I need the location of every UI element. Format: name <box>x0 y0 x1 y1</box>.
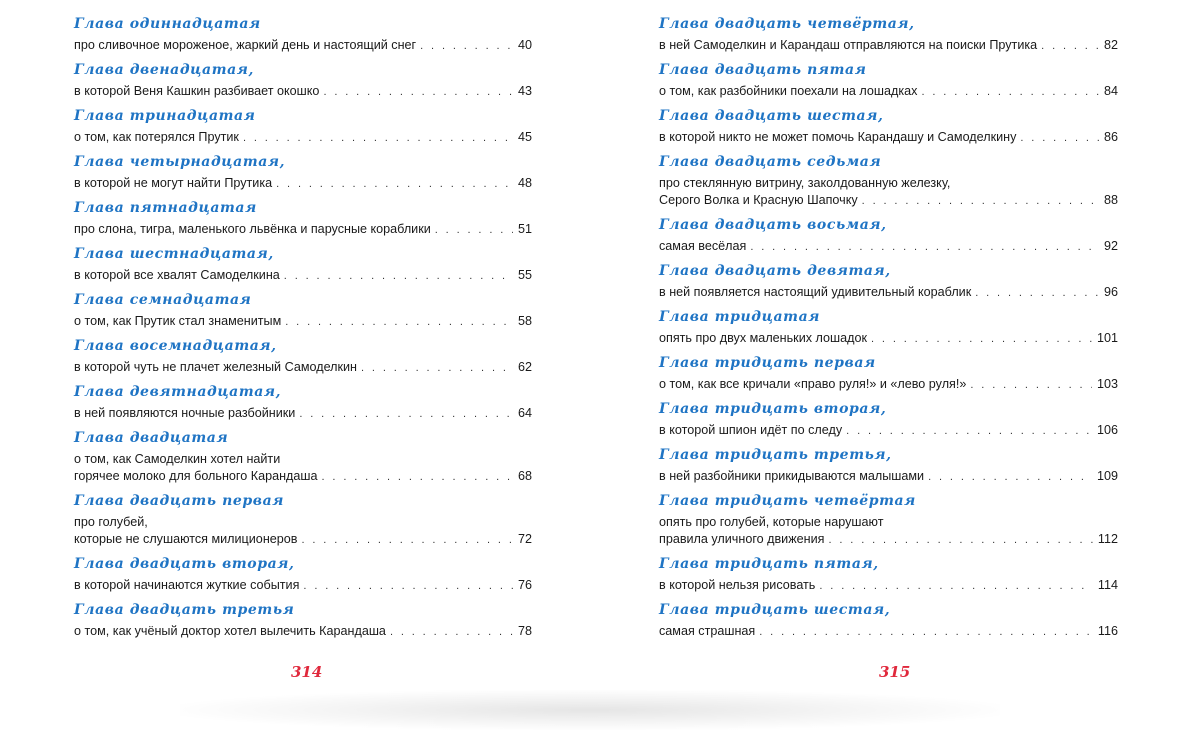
chapter-description <box>659 83 1118 101</box>
description-text: в которой никто не может помочь Карандашу и Самоделкину <box>659 130 1017 144</box>
chapter-title: Глава тридцать пятая, <box>659 556 879 572</box>
toc-entry[interactable] <box>659 259 1118 305</box>
page-ref: 84 <box>1103 84 1118 98</box>
page-ref: 48 <box>517 176 532 190</box>
description-text: в которой нельзя рисовать <box>659 578 816 592</box>
description-text: в ней появляются ночные разбойники <box>74 406 296 420</box>
description-text: Серого Волка и Красную Шапочку <box>659 193 858 207</box>
page-ref: 106 <box>1096 423 1118 437</box>
chapter-title: Глава двадцать четвёртая, <box>659 16 915 32</box>
toc-entry[interactable] <box>659 213 1118 259</box>
toc-entry[interactable] <box>74 334 532 380</box>
description-text: в которой начинаются жуткие события <box>74 578 300 592</box>
description-text: в ней появляется настоящий удивительный кораблик <box>659 285 972 299</box>
dot-leader <box>299 406 513 423</box>
page-ref: 92 <box>1103 239 1118 253</box>
chapter-title: Глава восемнадцатая, <box>74 338 277 354</box>
toc-entry[interactable] <box>74 150 532 196</box>
description-text: о том, как все кричали «право руля!» и «лево руля!» <box>659 377 967 391</box>
toc-entry[interactable] <box>659 12 1118 58</box>
page-ref: 78 <box>517 624 532 638</box>
description-text: о том, как разбойники поехали на лошадках <box>659 84 918 98</box>
dot-leader <box>921 84 1099 101</box>
description-text: опять про двух маленьких лошадок <box>659 331 867 345</box>
page-ref: 62 <box>517 360 532 374</box>
dot-leader <box>871 331 1092 348</box>
dot-leader <box>323 84 513 101</box>
chapter-description <box>659 468 1118 486</box>
dot-leader <box>1020 130 1099 147</box>
dot-leader <box>390 624 513 641</box>
toc-entry[interactable] <box>74 58 532 104</box>
dot-leader <box>322 469 513 486</box>
chapter-title: Глава двадцать вторая, <box>74 556 295 572</box>
toc-entry[interactable] <box>74 426 532 489</box>
chapter-description <box>74 514 532 549</box>
page-ref: 72 <box>517 532 532 546</box>
chapter-description <box>74 83 532 101</box>
right-page-number: 315 <box>879 663 911 681</box>
chapter-title: Глава двадцать первая <box>74 493 284 509</box>
chapter-title: Глава девятнадцатая, <box>74 384 282 400</box>
dot-leader <box>846 423 1092 440</box>
toc-entry[interactable] <box>659 58 1118 104</box>
page-ref: 68 <box>517 469 532 483</box>
dot-leader <box>276 176 513 193</box>
description-text: в которой все хвалят Самоделкина <box>74 268 280 282</box>
dot-leader <box>435 222 513 239</box>
description-text: о том, как учёный доктор хотел вылечить Карандаша <box>74 624 386 638</box>
toc-entry[interactable] <box>659 489 1118 552</box>
chapter-title: Глава двадцатая <box>74 430 229 446</box>
dot-leader <box>862 193 1099 210</box>
toc-entry[interactable] <box>74 288 532 334</box>
description-text: самая страшная <box>659 624 756 638</box>
toc-entry[interactable] <box>74 196 532 242</box>
page-ref: 112 <box>1097 532 1118 546</box>
description-text: про слона, тигра, маленького львёнка и парусные кораблики <box>74 222 431 236</box>
chapter-description <box>74 359 532 377</box>
toc-entry[interactable] <box>659 150 1118 213</box>
chapter-description <box>659 330 1118 348</box>
dot-leader <box>928 469 1092 486</box>
chapter-description <box>74 175 532 193</box>
chapter-title: Глава двенадцатая, <box>74 62 254 78</box>
page-ref: 109 <box>1096 469 1118 483</box>
page-ref: 88 <box>1103 193 1118 207</box>
chapter-title: Глава двадцать девятая, <box>659 263 891 279</box>
description-text: в которой Веня Кашкин разбивает окошко <box>74 84 320 98</box>
toc-entry[interactable] <box>74 598 532 644</box>
chapter-title: Глава тридцать третья, <box>659 447 892 463</box>
toc-entry[interactable] <box>74 12 532 58</box>
description-text: в которой не могут найти Прутика <box>74 176 273 190</box>
toc-entry[interactable] <box>74 489 532 552</box>
description-text: в которой шпион идёт по следу <box>659 423 843 437</box>
chapter-title: Глава двадцать пятая <box>659 62 867 78</box>
page-ref: 86 <box>1103 130 1118 144</box>
chapter-title: Глава одиннадцатая <box>74 16 261 32</box>
chapter-title: Глава четырнадцатая, <box>74 154 286 170</box>
dot-leader <box>819 578 1093 595</box>
dot-leader <box>285 314 513 331</box>
chapter-description <box>659 284 1118 302</box>
description-line: о том, как Самоделкин хотел найти <box>74 452 281 466</box>
chapter-title: Глава тридцать четвёртая <box>659 493 916 509</box>
chapter-description <box>659 175 1118 210</box>
chapter-title: Глава тридцатая <box>659 309 820 325</box>
dot-leader <box>284 268 513 285</box>
toc-entry[interactable] <box>659 351 1118 397</box>
page-ref: 103 <box>1096 377 1118 391</box>
left-page-number: 314 <box>291 663 323 681</box>
chapter-title: Глава пятнадцатая <box>74 200 257 216</box>
toc-entry[interactable] <box>659 397 1118 443</box>
page-ref: 55 <box>517 268 532 282</box>
page-ref: 96 <box>1103 285 1118 299</box>
description-text: в ней Самоделкин и Карандаш отправляются на поиски Прутика <box>659 38 1038 52</box>
description-text: в которой чуть не плачет железный Самоделкин <box>74 360 358 374</box>
chapter-title: Глава тридцать шестая, <box>659 602 891 618</box>
chapter-description <box>659 129 1118 147</box>
chapter-description <box>74 221 532 239</box>
chapter-description <box>74 313 532 331</box>
chapter-description <box>659 577 1118 595</box>
chapter-description <box>74 37 532 55</box>
description-text: про сливочное мороженое, жаркий день и настоящий снег <box>74 38 417 52</box>
chapter-description <box>659 376 1118 394</box>
description-line: про голубей, <box>74 515 148 529</box>
chapter-title: Глава тридцать первая <box>659 355 876 371</box>
chapter-description <box>74 267 532 285</box>
dot-leader <box>1041 38 1099 55</box>
toc-entry[interactable] <box>659 104 1118 150</box>
page-ref: 76 <box>517 578 532 592</box>
dot-leader <box>828 532 1092 549</box>
description-text: которые не слушаются милиционеров <box>74 532 298 546</box>
toc-entry[interactable] <box>74 242 532 288</box>
chapter-description <box>659 238 1118 256</box>
toc-entry[interactable] <box>659 598 1118 644</box>
right-page-toc <box>659 12 1118 644</box>
toc-entry[interactable] <box>659 305 1118 351</box>
description-text: правила уличного движения <box>659 532 825 546</box>
chapter-title: Глава двадцать третья <box>74 602 295 618</box>
page-ref: 45 <box>517 130 532 144</box>
chapter-description <box>659 422 1118 440</box>
page-ref: 51 <box>517 222 532 236</box>
chapter-description <box>659 514 1118 549</box>
dot-leader <box>420 38 513 55</box>
description-line: про стеклянную витрину, заколдованную железку, <box>659 176 951 190</box>
description-text: в ней разбойники прикидываются малышами <box>659 469 925 483</box>
dot-leader <box>243 130 513 147</box>
description-text: самая весёлая <box>659 239 747 253</box>
chapter-description <box>659 623 1118 641</box>
chapter-title: Глава тринадцатая <box>74 108 256 124</box>
page-ref: 82 <box>1103 38 1118 52</box>
chapter-description <box>74 405 532 423</box>
page-ref: 43 <box>517 84 532 98</box>
page-ref: 114 <box>1097 578 1118 592</box>
dot-leader <box>301 532 513 549</box>
chapter-description <box>659 37 1118 55</box>
page-ref: 101 <box>1096 331 1118 345</box>
chapter-description <box>74 451 532 486</box>
description-text: о том, как Прутик стал знаменитым <box>74 314 282 328</box>
dot-leader <box>975 285 1099 302</box>
page-ref: 64 <box>517 406 532 420</box>
chapter-title: Глава тридцать вторая, <box>659 401 887 417</box>
chapter-description <box>74 577 532 595</box>
toc-entry[interactable] <box>659 552 1118 598</box>
page-ref: 40 <box>517 38 532 52</box>
chapter-title: Глава двадцать седьмая <box>659 154 882 170</box>
dot-leader <box>759 624 1093 641</box>
description-text: горячее молоко для больного Карандаша <box>74 469 318 483</box>
chapter-title: Глава шестнадцатая, <box>74 246 274 262</box>
dot-leader <box>970 377 1092 394</box>
dot-leader <box>303 578 513 595</box>
toc-entry[interactable] <box>74 552 532 598</box>
toc-entry[interactable] <box>659 443 1118 489</box>
description-text: о том, как потерялся Прутик <box>74 130 239 144</box>
description-line: опять про голубей, которые нарушают <box>659 515 884 529</box>
chapter-title: Глава двадцать шестая, <box>659 108 884 124</box>
page-shadow <box>180 690 1000 730</box>
chapter-title: Глава семнадцатая <box>74 292 252 308</box>
dot-leader <box>361 360 513 377</box>
chapter-description <box>74 623 532 641</box>
chapter-description <box>74 129 532 147</box>
left-page-toc <box>74 12 532 644</box>
dot-leader <box>750 239 1099 256</box>
toc-entry[interactable] <box>74 380 532 426</box>
toc-entry[interactable] <box>74 104 532 150</box>
page-ref: 116 <box>1097 624 1118 638</box>
chapter-title: Глава двадцать восьмая, <box>659 217 887 233</box>
page-ref: 58 <box>517 314 532 328</box>
